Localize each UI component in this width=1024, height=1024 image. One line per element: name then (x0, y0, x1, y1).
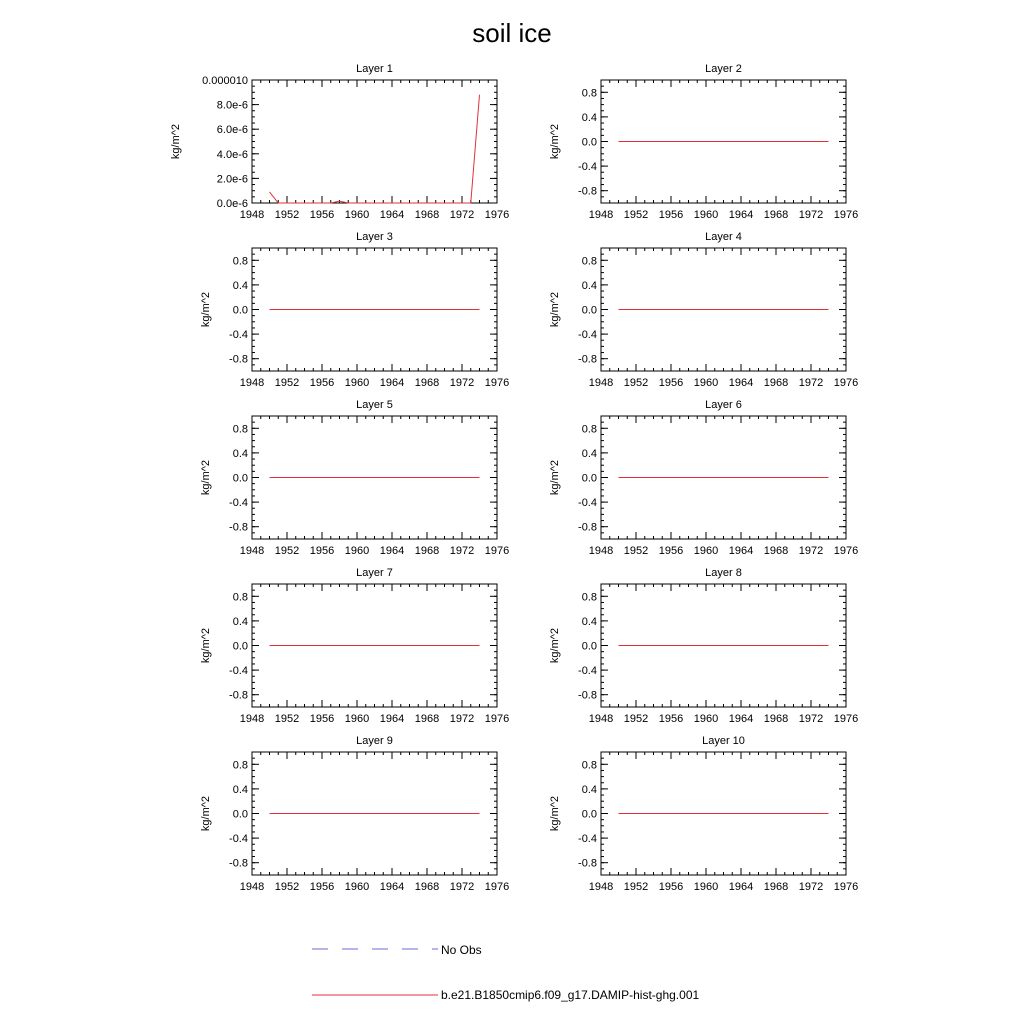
x-tick-label: 1948 (239, 209, 265, 221)
x-tick-label: 1952 (274, 881, 300, 893)
x-tick-label: 1948 (588, 377, 614, 389)
figure-title: soil ice (472, 18, 552, 48)
x-tick-label: 1976 (833, 713, 859, 725)
x-tick-label: 1968 (414, 377, 440, 389)
x-tick-label: 1964 (379, 545, 405, 557)
legend (312, 943, 699, 1002)
panel-layer-8 (549, 567, 858, 725)
y-tick-label: 0.4 (581, 615, 597, 628)
panel-layer-2 (549, 63, 858, 221)
x-tick-label: 1964 (379, 881, 405, 893)
x-tick-label: 1972 (449, 377, 475, 389)
y-tick-label: 0.4 (581, 447, 597, 460)
x-tick-label: 1964 (728, 377, 754, 389)
y-tick-label: 0.0 (581, 304, 597, 317)
y-tick-label: -0.8 (578, 857, 597, 870)
x-tick-label: 1956 (309, 545, 335, 557)
x-tick-label: 1952 (274, 713, 300, 725)
y-tick-label: 4.0e-6 (216, 148, 248, 161)
x-tick-label: 1968 (414, 713, 440, 725)
legend-model-label: b.e21.B1850cmip6.f09_g17.DAMIP-hist-ghg.001 (441, 988, 700, 1002)
x-tick-label: 1964 (728, 545, 754, 557)
y-tick-label: 0.000010 (202, 75, 248, 87)
y-tick-label: -0.4 (229, 665, 248, 678)
y-tick-label: 0.8 (581, 759, 597, 772)
panel-layer-10 (549, 735, 858, 893)
x-tick-label: 1968 (763, 209, 789, 221)
y-tick-label: 0.4 (581, 111, 597, 124)
series-line (270, 95, 480, 203)
panel-title: Layer 1 (356, 63, 393, 75)
plot-frame (252, 80, 497, 203)
x-tick-label: 1972 (449, 713, 475, 725)
y-tick-label: -0.4 (578, 329, 597, 342)
y-tick-label: -0.4 (229, 497, 248, 510)
x-tick-label: 1956 (309, 377, 335, 389)
panel-layer-4 (549, 231, 858, 389)
legend-no-obs-label: No Obs (441, 943, 482, 957)
x-tick-label: 1952 (623, 377, 649, 389)
x-tick-label: 1956 (658, 545, 684, 557)
y-tick-label: -0.4 (578, 161, 597, 174)
y-tick-label: 6.0e-6 (216, 124, 248, 137)
y-tick-label: -0.8 (578, 185, 597, 198)
x-tick-label: 1976 (833, 545, 859, 557)
y-axis-label: kg/m^2 (549, 795, 561, 832)
x-tick-label: 1956 (658, 713, 684, 725)
x-tick-label: 1960 (693, 377, 719, 389)
x-tick-label: 1972 (798, 545, 824, 557)
x-tick-label: 1976 (484, 209, 510, 221)
y-tick-label: 8.0e-6 (216, 99, 248, 112)
y-axis-label: kg/m^2 (200, 291, 212, 328)
panel-title: Layer 10 (702, 735, 745, 747)
x-tick-label: 1976 (484, 713, 510, 725)
y-axis-label: kg/m^2 (549, 459, 561, 496)
panel-title: Layer 7 (356, 567, 393, 579)
y-tick-label: -0.4 (578, 665, 597, 678)
y-axis-label: kg/m^2 (200, 795, 212, 832)
y-axis-label: kg/m^2 (200, 627, 212, 664)
x-tick-label: 1956 (658, 881, 684, 893)
x-tick-label: 1948 (588, 545, 614, 557)
x-tick-label: 1956 (309, 713, 335, 725)
x-tick-label: 1952 (274, 209, 300, 221)
y-tick-label: 0.4 (581, 279, 597, 292)
x-tick-label: 1960 (693, 713, 719, 725)
panel-layer-9 (200, 735, 509, 893)
x-tick-label: 1948 (239, 545, 265, 557)
y-tick-label: 0.0 (232, 304, 248, 317)
y-tick-label: 0.4 (232, 279, 248, 292)
y-tick-label: 0.0 (581, 640, 597, 653)
x-tick-label: 1960 (344, 545, 370, 557)
x-tick-label: 1960 (344, 713, 370, 725)
x-tick-label: 1956 (309, 209, 335, 221)
x-tick-label: 1952 (274, 377, 300, 389)
x-tick-label: 1972 (449, 881, 475, 893)
y-tick-label: 0.4 (232, 447, 248, 460)
panel-title: Layer 8 (705, 567, 742, 579)
x-tick-label: 1976 (484, 545, 510, 557)
x-tick-label: 1968 (414, 209, 440, 221)
panel-title: Layer 6 (705, 399, 742, 411)
panel-title: Layer 4 (705, 231, 742, 243)
y-tick-label: -0.8 (578, 353, 597, 366)
x-tick-label: 1952 (623, 881, 649, 893)
x-tick-label: 1964 (379, 209, 405, 221)
x-tick-label: 1964 (728, 713, 754, 725)
x-tick-label: 1968 (763, 377, 789, 389)
y-tick-label: 0.0 (232, 472, 248, 485)
panel-layer-3 (200, 231, 509, 389)
x-tick-label: 1972 (798, 713, 824, 725)
y-tick-label: 0.4 (581, 783, 597, 796)
x-tick-label: 1964 (379, 713, 405, 725)
y-tick-label: 0.8 (581, 255, 597, 268)
y-tick-label: 0.8 (581, 591, 597, 604)
y-tick-label: 0.8 (232, 423, 248, 436)
panel-title: Layer 2 (705, 63, 742, 75)
y-axis-label: kg/m^2 (200, 459, 212, 496)
x-tick-label: 1968 (763, 545, 789, 557)
y-axis-label: kg/m^2 (549, 627, 561, 664)
panel-title: Layer 9 (356, 735, 393, 747)
y-tick-label: 0.0 (581, 808, 597, 821)
y-tick-label: 0.8 (581, 87, 597, 100)
y-tick-label: -0.4 (578, 497, 597, 510)
y-tick-label: -0.4 (229, 329, 248, 342)
x-tick-label: 1972 (449, 209, 475, 221)
panel-layer-1 (170, 63, 509, 221)
y-tick-label: -0.8 (229, 521, 248, 534)
x-tick-label: 1948 (239, 377, 265, 389)
x-tick-label: 1952 (623, 545, 649, 557)
panel-layer-7 (200, 567, 509, 725)
y-axis-label: kg/m^2 (170, 123, 182, 160)
y-tick-label: -0.4 (578, 833, 597, 846)
panel-layer-6 (549, 399, 858, 557)
panel-layer-5 (200, 399, 509, 557)
x-tick-label: 1948 (588, 713, 614, 725)
x-tick-label: 1960 (693, 545, 719, 557)
x-tick-label: 1948 (239, 881, 265, 893)
y-tick-label: -0.8 (229, 689, 248, 702)
y-tick-label: 0.8 (232, 591, 248, 604)
x-tick-label: 1972 (798, 377, 824, 389)
y-tick-label: 2.0e-6 (216, 173, 248, 186)
x-tick-label: 1948 (588, 881, 614, 893)
y-tick-label: 0.0 (232, 640, 248, 653)
x-tick-label: 1976 (484, 377, 510, 389)
panels (170, 63, 858, 893)
x-tick-label: 1960 (344, 377, 370, 389)
y-tick-label: -0.8 (229, 353, 248, 366)
y-tick-label: 0.4 (232, 783, 248, 796)
y-tick-label: 0.0 (581, 136, 597, 149)
x-tick-label: 1964 (379, 377, 405, 389)
x-tick-label: 1968 (763, 881, 789, 893)
x-tick-label: 1952 (623, 209, 649, 221)
y-tick-label: 0.0e-6 (216, 198, 248, 210)
y-tick-label: 0.4 (232, 615, 248, 628)
y-tick-label: -0.4 (229, 833, 248, 846)
y-tick-label: 0.8 (232, 759, 248, 772)
y-tick-label: 0.8 (581, 423, 597, 436)
x-tick-label: 1956 (658, 209, 684, 221)
x-tick-label: 1956 (658, 377, 684, 389)
x-tick-label: 1976 (833, 209, 859, 221)
x-tick-label: 1968 (414, 545, 440, 557)
x-tick-label: 1948 (239, 713, 265, 725)
x-tick-label: 1968 (414, 881, 440, 893)
x-tick-label: 1956 (309, 881, 335, 893)
x-tick-label: 1964 (728, 209, 754, 221)
x-tick-label: 1968 (763, 713, 789, 725)
x-tick-label: 1972 (449, 545, 475, 557)
x-tick-label: 1960 (693, 209, 719, 221)
x-tick-label: 1960 (344, 209, 370, 221)
x-tick-label: 1976 (833, 377, 859, 389)
x-tick-label: 1976 (484, 881, 510, 893)
x-tick-label: 1972 (798, 209, 824, 221)
y-tick-label: -0.8 (229, 857, 248, 870)
y-tick-label: 0.0 (232, 808, 248, 821)
x-tick-label: 1952 (274, 545, 300, 557)
x-tick-label: 1960 (693, 881, 719, 893)
y-tick-label: -0.8 (578, 689, 597, 702)
panel-title: Layer 5 (356, 399, 393, 411)
y-axis-label: kg/m^2 (549, 123, 561, 160)
panel-title: Layer 3 (356, 231, 393, 243)
x-tick-label: 1952 (623, 713, 649, 725)
y-tick-label: 0.0 (581, 472, 597, 485)
x-tick-label: 1960 (344, 881, 370, 893)
x-tick-label: 1964 (728, 881, 754, 893)
x-tick-label: 1972 (798, 881, 824, 893)
y-axis-label: kg/m^2 (549, 291, 561, 328)
x-tick-label: 1976 (833, 881, 859, 893)
x-tick-label: 1948 (588, 209, 614, 221)
y-tick-label: 0.8 (232, 255, 248, 268)
y-tick-label: -0.8 (578, 521, 597, 534)
